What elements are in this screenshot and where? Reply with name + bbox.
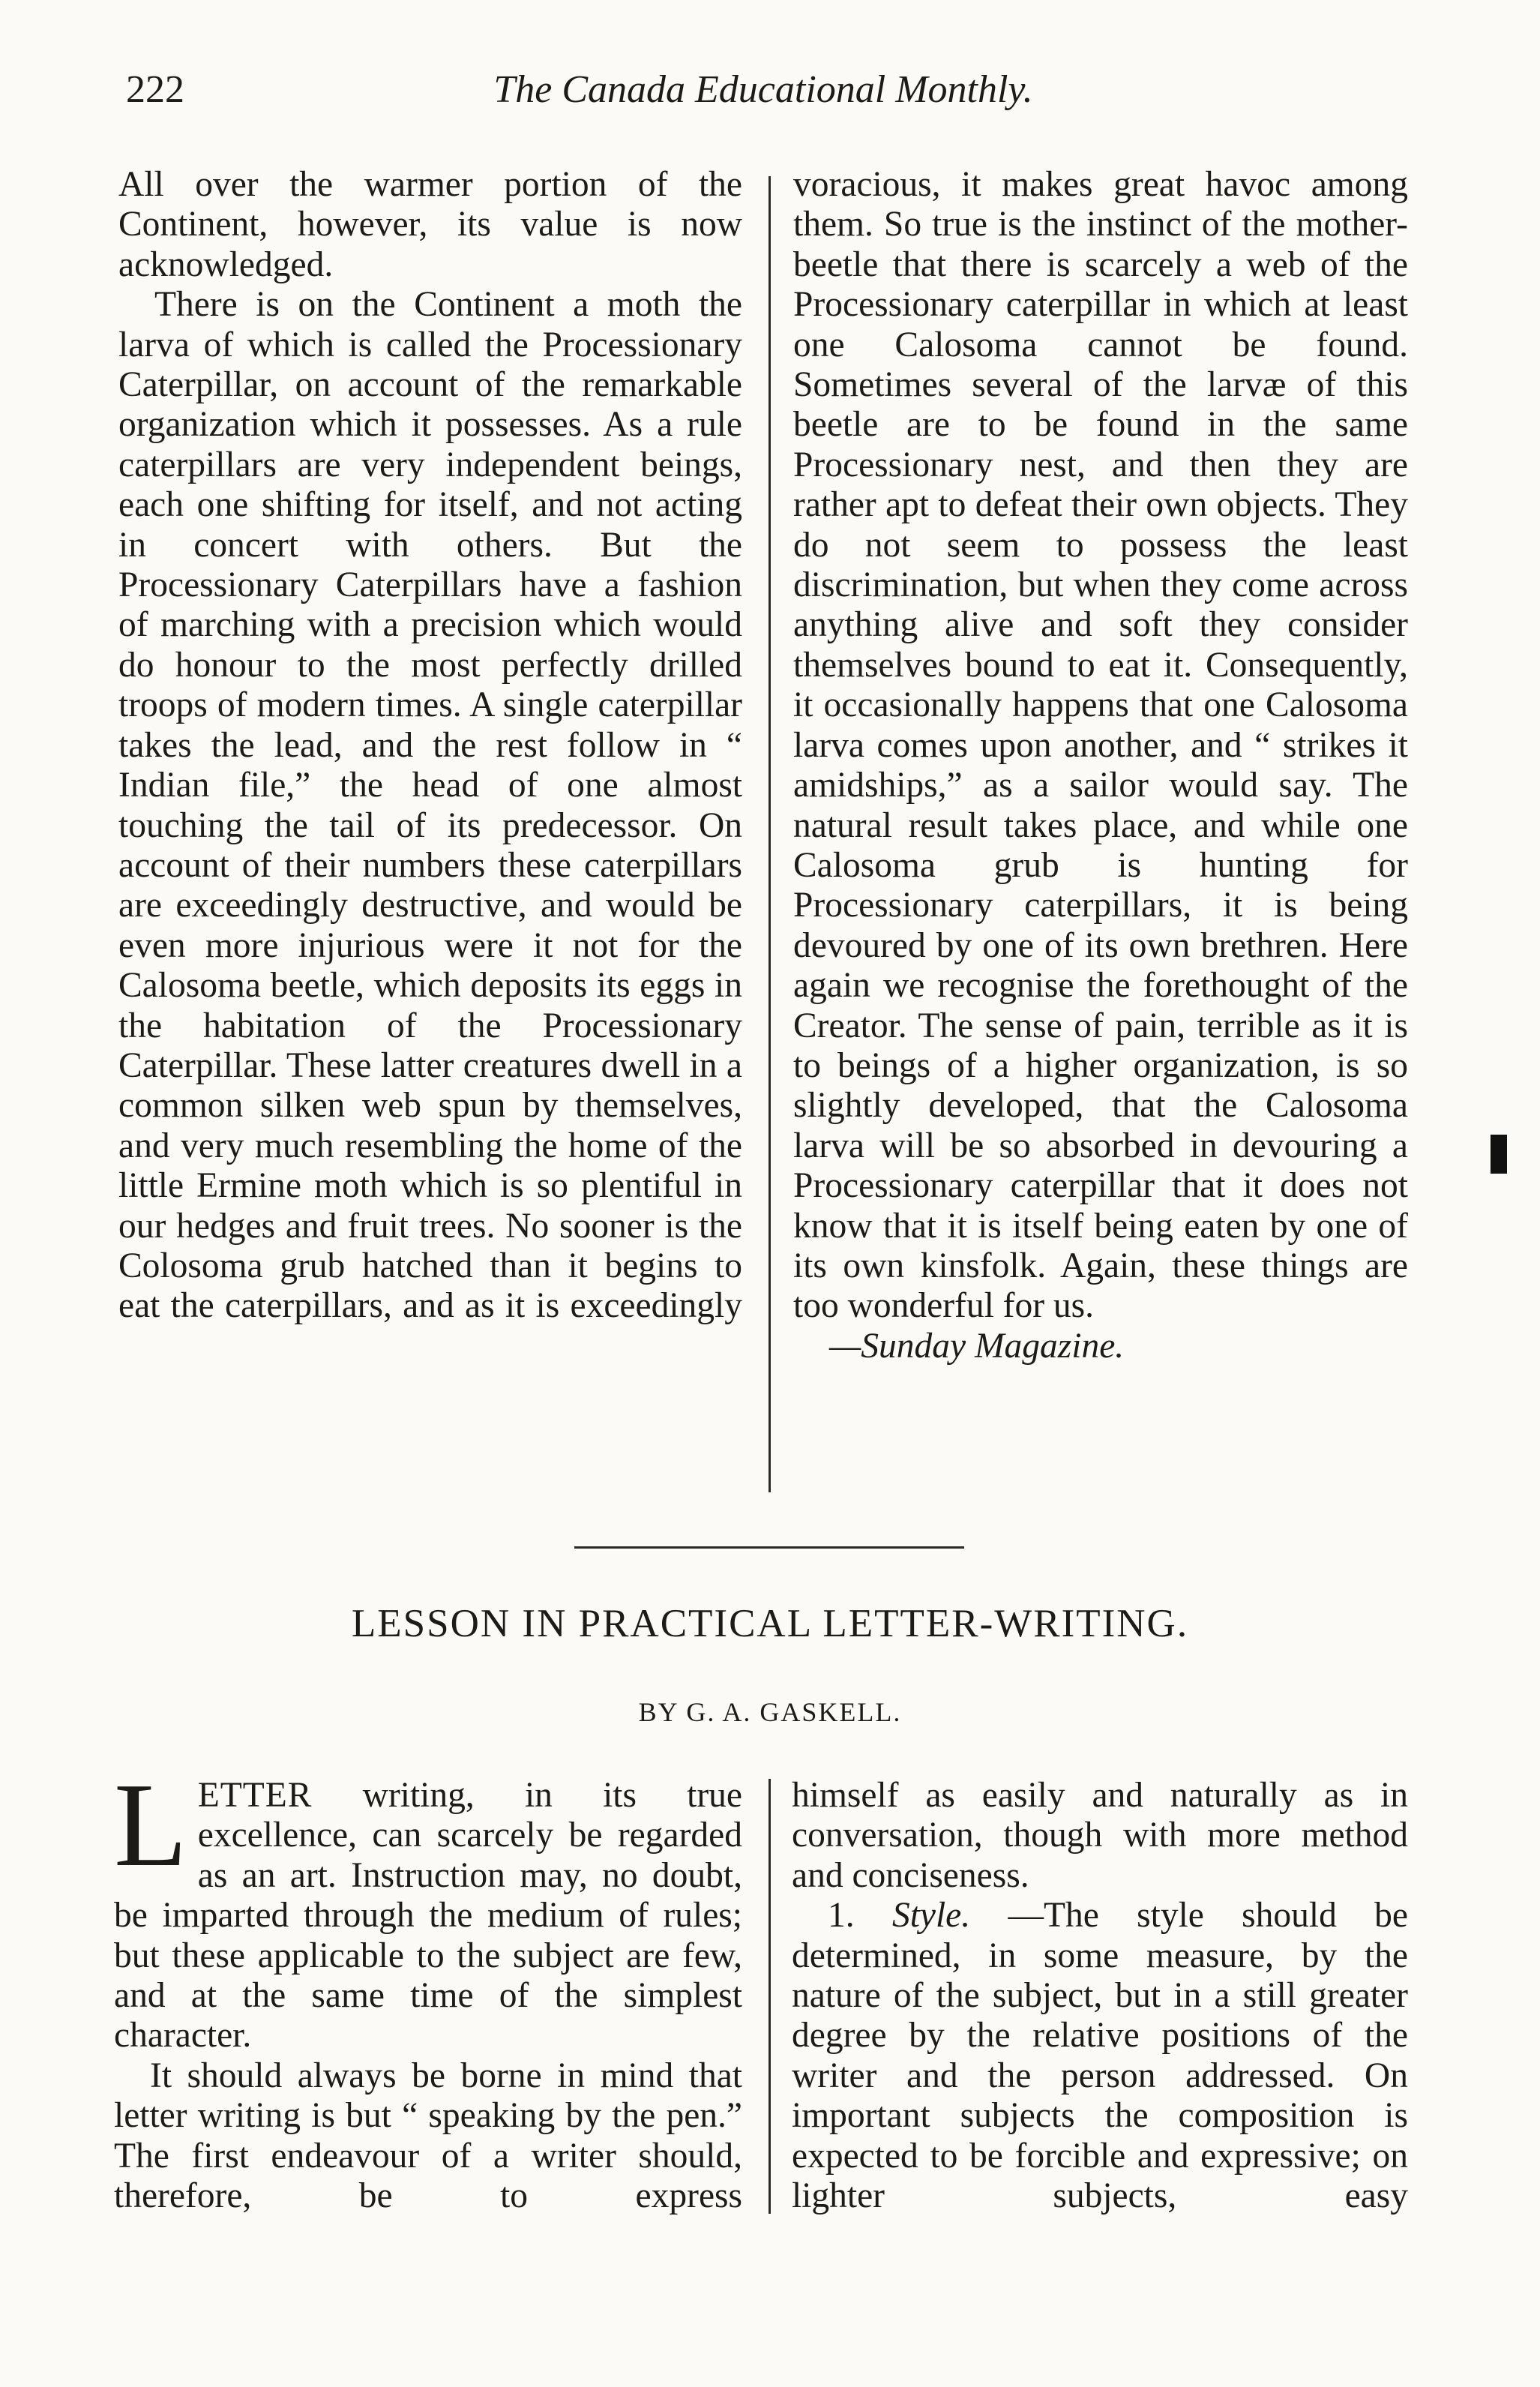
scan-marker (1491, 1135, 1507, 1174)
first-word-caps: ETTER (197, 1776, 313, 1815)
article2-paragraph-4 (792, 1896, 1408, 2216)
running-title: The Canada Educational Monthly. (493, 68, 1033, 111)
page-number: 222 (126, 68, 184, 111)
drop-cap: L (114, 1758, 187, 1891)
column-rule-2 (769, 1779, 771, 2214)
article-byline: BY G. A. GASKELL. (638, 1697, 902, 1727)
item-text: —The style should be determined, in some measure, by the nature of the subject, but in a still greater degree by the relative positions of the writer and the person addressed. On important subjects the composition is expected to be forcible and expressive; on lighter subjects, easy (792, 1896, 1409, 2216)
article2-paragraph-3: himself as easily and naturally as in conversation, though with more method and conciseness. (792, 1776, 1408, 1895)
column-rule (769, 176, 771, 1492)
paragraph-1-text: writing, in its true excellence, can scarcely be regarded as an art. Instruction may, no doubt, be imparted through the medium of rules; but these applicable to the subject are few, and at the same time of the simplest character. (114, 1776, 742, 2056)
article2-paragraph-1 (114, 1758, 742, 2056)
article-title: LESSON IN PRACTICAL LETTER-WRITING. (351, 1602, 1189, 1645)
page-header (126, 67, 1401, 127)
article2-right-column (792, 1776, 1408, 2216)
article1-left-column (118, 165, 742, 1327)
item-label: Style. (891, 1896, 971, 1936)
article1-paragraph-2: There is on the Continent a moth the larva of which is called the Processionary Caterpillar, on account of the remarkable organization which it possesses. As a rule caterpillars are very independent beings, each one shifting for itself, and not acting in concert with others. But the Processionary Caterpillars have a fashion of marching with a precision which would do honour to the most perfectly drilled troops of modern times. A single caterpillar takes the lead, and the rest follow in “ Indian file,” the head of one almost touching the tail of its predecessor. On account of their numbers these caterpillars are exceedingly destructive, and would be even more injurious were it not for the Calosoma beetle, which deposits its eggs in the habitation of the Processionary Caterpillar. These latter creatures dwell in a common silken web spun by themselves, and very much resembling the home of the little Ermine moth which is so plentiful in our hedges and fruit trees. No sooner is the Colosoma grub hatched than it begins to eat the caterpillars, and as it is exceedingly (118, 285, 742, 1326)
article1-source (793, 1327, 1408, 1366)
article2-left-column (114, 1758, 742, 2216)
source-citation: —Sunday Magazine. (829, 1326, 1125, 1366)
article1-paragraph-1: All over the warmer portion of the Continent, however, its value is now acknowledged. (118, 165, 742, 284)
section-divider (574, 1546, 964, 1549)
article1-paragraph-3: voracious, it makes great havoc among them. So true is the instinct of the mother-beetle that there is scarcely a web of the Processionary caterpillar in which at least one Calosoma cannot be found. Sometimes several of the larvæ of this beetle are to be found in the same Processionary nest, and then they are rather apt to defeat their own objects. They do not seem to possess the least discrimination, but when they come across anything alive and soft they consider themselves bound to eat it. Consequently, it occasionally happens that one Calosoma larva comes upon another, and “ strikes it amidships,” as a sailor would say. The natural result takes place, and while one Calosoma grub is hunting for Processionary caterpillars, it is being devoured by one of its own brethren. Here again we recognise the forethought of the Creator. The sense of pain, terrible as it is to beings of a higher organization, is so slightly developed, that the Calosoma larva will be so absorbed in devouring a Processionary caterpillar that it does not know that it is itself being eaten by one of its own kinsfolk. Again, these things are too wonderful for us. (793, 165, 1408, 1326)
article1-right-column (793, 165, 1408, 1366)
item-number: 1. (828, 1896, 855, 1936)
article2-paragraph-2: It should always be borne in mind that letter writing is but “ speaking by the pen.” The first endeavour of a writer should, therefore, be to express (114, 2056, 742, 2216)
